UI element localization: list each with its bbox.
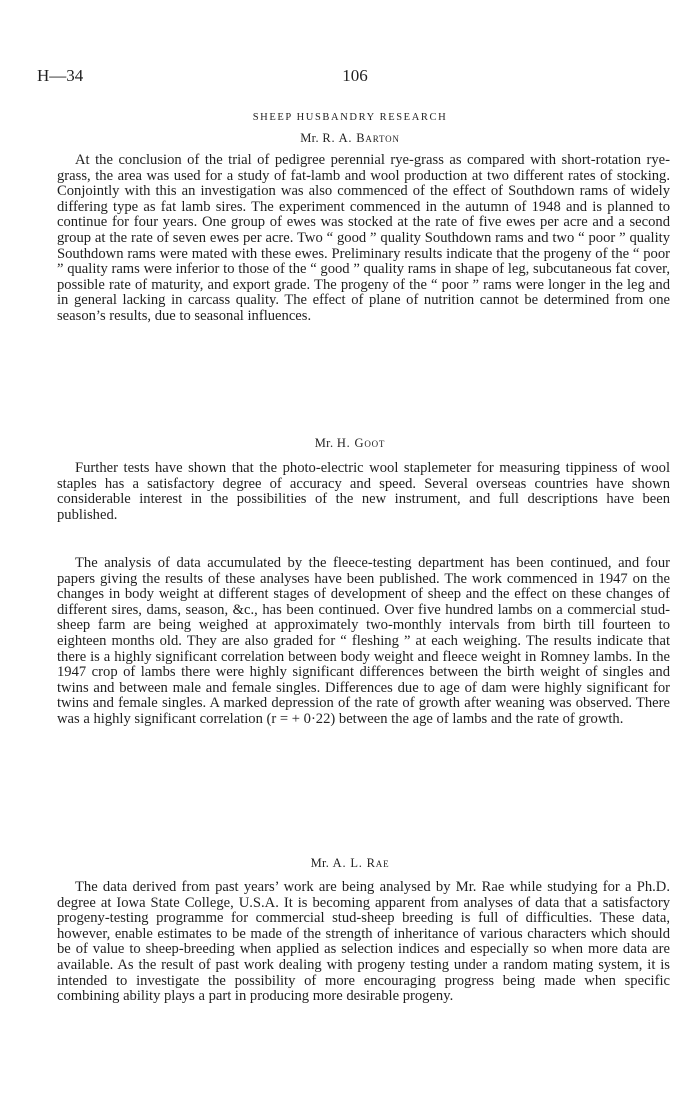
page-number: 106 — [342, 66, 368, 85]
author-prefix: Mr. — [314, 436, 337, 450]
author-name: R. A. Barton — [322, 131, 400, 145]
author-heading — [0, 856, 700, 871]
author-prefix: Mr. — [300, 131, 323, 145]
author-name: A. L. Rae — [332, 856, 390, 870]
author-prefix: Mr. — [310, 856, 333, 870]
section-title: SHEEP HUSBANDRY RESEARCH — [252, 112, 448, 123]
author-heading — [0, 436, 700, 451]
paragraph: At the conclusion of the trial of pedigree perennial rye-grass as compared with short-rotation rye-grass, the area was used for a study of fat-lamb and wool production at two different rates of stocking. Conjointly with this an investigation was also commenced of the effect of Southdown rams of widely differing type as fat lamb sires. The experiment commenced in the autumn of 1948 and is planned to continue for four years. One group of ewes was stocked at the rate of five ewes per acre and a second group at the rate of seven ewes per acre. Two “ good ” quality Southdown rams and two “ poor ” quality Southdown rams were mated with these ewes. Preliminary results indicate that the progeny of the “ poor ” quality rams were inferior to those of the “ good ” quality rams in shape of leg, subcutaneous fat cover, possible rate of maturity, and export grade. The progeny of the “ poor ” rams were longer in the leg and in general lacking in carcass quality. The effect of plane of nutrition cannot be determined from one season’s results, due to seasonal influences. — [57, 152, 670, 324]
paragraph: The analysis of data accumulated by the fleece-testing department has been continued, and four papers giving the results of these analyses have been published. The work commenced in 1947 on the changes in body weight at different stages of development of sheep and the effect on these changes of different sires, dams, season, &c., has been continued. Over five hundred lambs on a commercial stud-sheep farm are being weighed at approximately two-monthly intervals from birth till fourteen to eighteen months old. They are also graded for “ fleshing ” at each weighing. The results indicate that there is a highly significant correlation between body weight and fleece weight in Romney lambs. In the 1947 crop of lambs there were highly significant differences between the birth weight of singles and twins and between male and female singles. Differences due to age of dam were highly significant for twins and female singles. A marked depression of the rate of growth after weaning was observed. There was a highly significant correlation (r = + 0·22) between the age of lambs and the rate of growth. — [57, 555, 670, 727]
author-name: H. Goot — [336, 436, 386, 450]
document-reference: H—34 — [37, 66, 84, 85]
author-heading — [0, 131, 700, 146]
paragraph: Further tests have shown that the photo-electric wool staplemeter for measuring tippiness of wool staples has a satisfactory degree of accuracy and speed. Several overseas countries have shown considerable interest in the possibilities of the new instrument, and full descriptions have been published. — [57, 460, 670, 523]
page-header — [37, 66, 673, 90]
paragraph: The data derived from past years’ work are being analysed by Mr. Rae while studying for a Ph.D. degree at Iowa State College, U.S.A. It is becoming apparent from analyses of data that a satisfactory progeny-testing programme for commercial stud-sheep breeding is full of difficulties. These data, however, enable estimates to be made of the strength of inheritance of various characters which should be of value to sheep-breeding when applied as selection indices and especially so when more data are available. As the result of past work dealing with progeny testing under a random mating system, it is intended to investigate the possibility of more encouraging progress being made when specific combining ability plays a part in producing more desirable progeny. — [57, 879, 670, 1005]
